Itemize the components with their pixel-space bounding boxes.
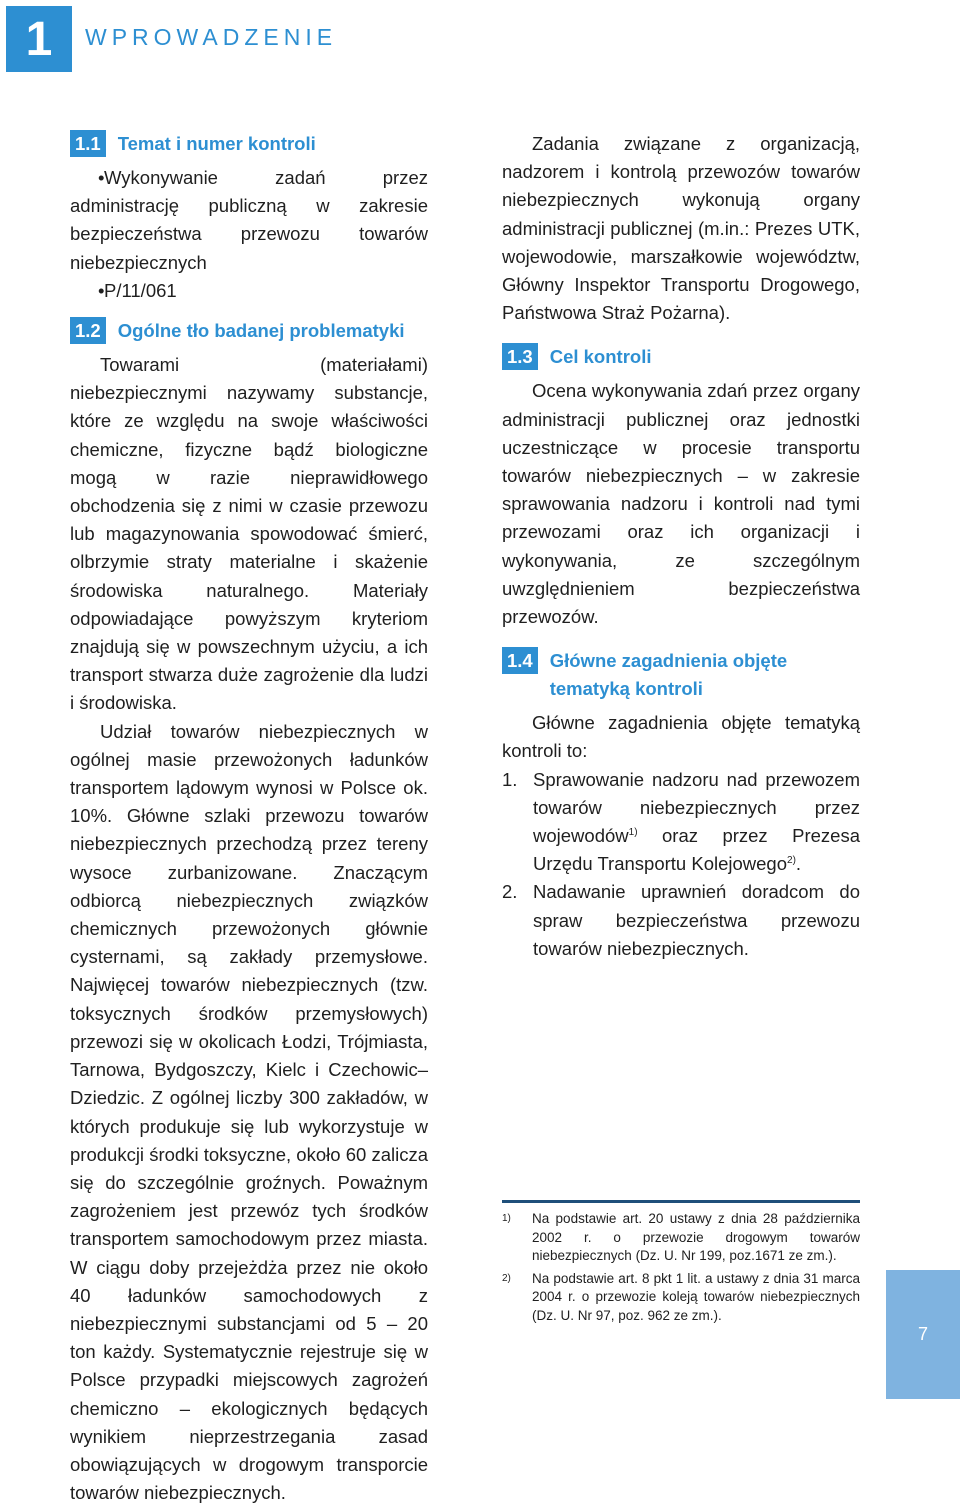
paragraph: Towarami (materiałami) niebezpiecznymi nazywamy substancje, które ze względu na swoje właściwości chemiczne, fizyczne bądź biologiczne mogą w razie nieprawidłowego obchodzenia się z nimi w czasie przewozu lub magazynowania spowodować śmierć, olbrzymie straty materialne i skażenie środowiska naturalnego. Materiały odpowiadające powyższym kryteriom znajdują się w powszechnym użyciu, a ich transport stwarza duże zagrożenie dla ludzi i środowiska. [70, 354, 428, 714]
section-1-3-heading [502, 343, 860, 371]
section-number: 1.3 [502, 343, 538, 370]
chapter-title: WPROWADZENIE [85, 24, 338, 50]
paragraph: Udział towarów niebezpiecznych w ogólnej masie przewożonych ładunków transportem lądowym wynosi w Polsce ok. 10%. Główne szlaki przewozu towarów niebezpiecznych przechodzą przez tereny wysoce zurbanizowane. Znaczącym odbiorcą niebezpiecznych związków chemicznych przewożonych głównie cysternami, są zakłady przemysłowe. Najwięcej towarów niebezpiecznych (tzw. toksycznych środków przemysłowych) przewozi się w okolicach Łodzi, Trójmiasta, Tarnowa, Bydgoszczy, Kielc i Czechowic–Dziedzic. Z ogólnej liczby 300 zakładów, w których produkuje się lub wykorzystuje w produkcji środki toksyczne, około 60 zalicza się do szczególnie groźnych. Poważnym zagrożeniem jest przewóz tych środków transportem samochodowym przez miasta. W ciągu doby przejeżdża przez nie około 40 ładunków samochodowych z niebezpiecznymi substancjami od 5 – 20 ton każdy. Systematycznie rejestruje się w Polsce przypadki miejscowych zagrożeń chemiczno – ekologicznych będących wynikiem nieprzestrzegania zasad obowiązujących w drogowym transporcie towarów niebezpiecznych. [70, 720, 428, 1504]
footnote-text: Na podstawie art. 8 pkt 1 lit. a ustawy z dnia 31 marca 2004 r. o przewozie koleją towarów niebezpiecznych (Dz. U. Nr 97, poz. 962 ze zm.). [532, 1270, 860, 1323]
paragraph: Ocena wykonywania zdań przez organy administracji publicznej oraz jednostki uczestniczące w procesie transportu towarów niebezpiecznych – w zakresie sprawowania nadzoru i kontroli nad tymi przewozami oraz ich organizacji i wykonywania, ze szczególnym uwzględnieniem bezpieczeństwa przewozów. [502, 380, 860, 628]
section-title: Główne zagadnienia objęte tematyką kontroli [549, 650, 788, 700]
paragraph: Główne zagadnienia objęte tematyką kontroli to: [502, 712, 860, 762]
page-number-tab [886, 1270, 960, 1399]
right-column-content [502, 130, 860, 963]
left-column [70, 130, 428, 1507]
list-item: 1. Sprawowanie nadzoru nad przewozem towarów niebezpiecznych przez wojewodów$^{1)}$ oraz przez Prezesa Urzędu Transportu Kolejowego$^{2)}$. [502, 768, 860, 875]
issues-list [502, 766, 860, 963]
section-1-4-heading [502, 647, 860, 703]
list-item: 2. Nadawanie uprawnień doradcom do spraw bezpieczeństwa przewozu towarów niebezpiecznych. [502, 881, 860, 959]
list-item: • P/11/061 [98, 279, 177, 301]
footnotes [502, 1210, 860, 1329]
chapter-number: 1 [25, 12, 53, 66]
footnote-mark: 1) [502, 1213, 511, 1224]
topic-list [70, 164, 428, 305]
section-title: Ogólne tło badanej problematyki [117, 320, 405, 342]
footnote [502, 1210, 860, 1266]
section-number: 1.1 [70, 130, 106, 157]
section-title: Cel kontroli [549, 346, 652, 368]
section-title: Temat i numer kontroli [117, 133, 316, 154]
section-1-2-heading [70, 317, 428, 345]
paragraph: Zadania związane z organizacją, nadzorem i kontrolą przewozów towarów niebezpiecznych wykonują organy administracji publicznej (m.in.: Prezes UTK, wojewodowie, marszałkowie województw, Główny Inspektor Transportu Drogowego, Państwowa Straż Pożarna). [502, 133, 860, 324]
footnote-mark: 2) [502, 1272, 511, 1284]
footnote-ref: 1) [628, 826, 638, 838]
footnote [502, 1270, 860, 1326]
chapter-number-badge [6, 6, 72, 72]
section-1-1-heading [70, 130, 428, 158]
list-item: • Wykonywanie zadań przez administrację publiczną w zakresie bezpieczeństwa przewozu towarów niebezpiecznych [70, 167, 428, 273]
page-number: 7 [917, 1324, 928, 1344]
section-number: 1.2 [70, 317, 106, 344]
footnote-divider [502, 1200, 860, 1203]
section-number: 1.4 [502, 647, 538, 674]
footnote-ref: 2) [787, 855, 796, 867]
footnote-text: Na podstawie art. 20 ustawy z dnia 28 października 2002 r. o przewozie drogowym towarów niebezpiecznych (Dz. U. Nr 199, poz.1671 ze zm.). [532, 1211, 860, 1263]
